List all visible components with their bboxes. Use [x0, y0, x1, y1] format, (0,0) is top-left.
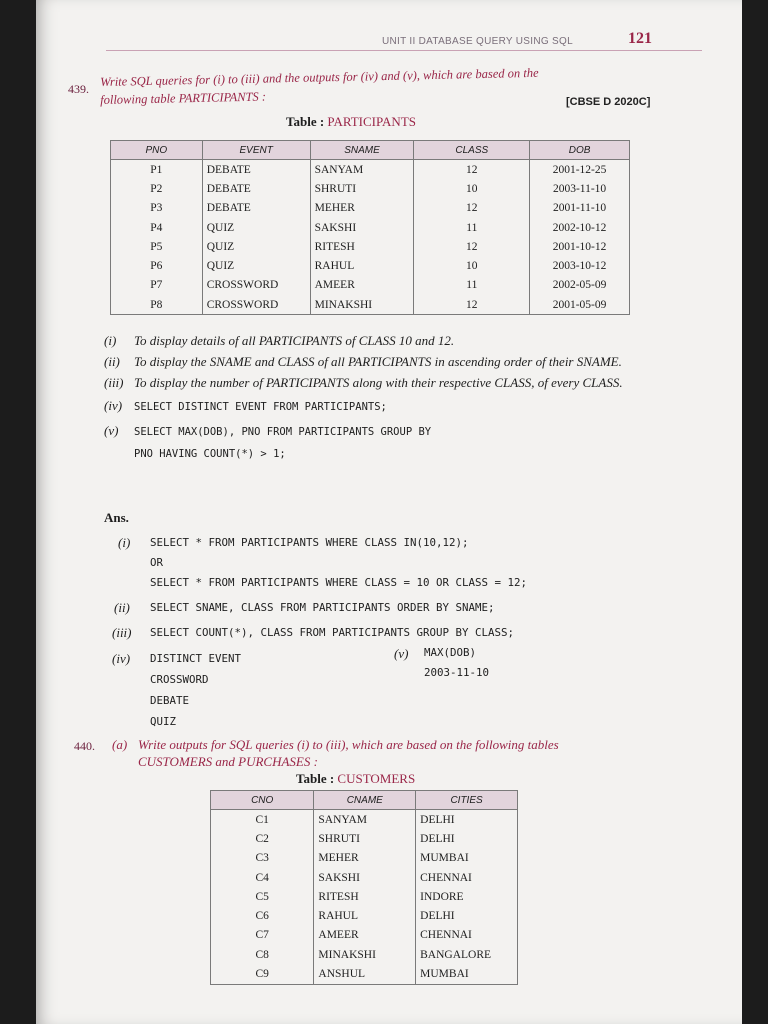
part-text: To display the number of PARTICIPANTS along with their respective CLASS, of every CLASS. — [134, 375, 623, 390]
table-row — [211, 887, 518, 906]
question-439-text-line1: Write SQL queries for (i) to (iii) and the outputs for (iv) and (v), which are based on the — [100, 65, 539, 89]
table-row — [211, 964, 518, 984]
caption-table-name: CUSTOMERS — [337, 771, 416, 786]
question-source: [CBSE D 2020C] — [566, 96, 651, 108]
part-number: (iv) — [104, 398, 123, 413]
answer-iv-value: CROSSWORD — [150, 673, 209, 686]
table-row — [111, 160, 630, 180]
dob-cell: 2003-11-10 — [530, 179, 630, 198]
dob-cell: 2002-10-12 — [530, 218, 630, 237]
answer-i-or: OR — [150, 556, 164, 569]
class-cell: 11 — [414, 276, 530, 295]
pno-cell: P3 — [111, 199, 203, 218]
table-row — [111, 179, 630, 198]
part-v — [104, 422, 704, 467]
pno-cell: P7 — [111, 276, 203, 295]
part-ii — [104, 353, 704, 370]
part-i — [104, 332, 704, 349]
table-row — [211, 945, 518, 964]
question-440-text-line2: CUSTOMERS and PURCHASES : — [138, 754, 318, 769]
cname-cell: SAKSHI — [314, 868, 416, 887]
event-cell: CROSSWORD — [202, 295, 310, 315]
dob-cell: 2001-11-10 — [530, 199, 630, 218]
customers-header-row — [211, 791, 518, 810]
answer-i-line2: SELECT * FROM PARTICIPANTS WHERE CLASS = 10 OR CLASS = 12; — [150, 576, 528, 589]
customers-caption — [296, 771, 415, 787]
answer-iv-number: (iv) — [112, 651, 131, 666]
cname-cell: ANSHUL — [314, 964, 416, 984]
city-cell: DELHI — [416, 906, 518, 925]
header-divider — [106, 50, 702, 51]
pno-cell: P4 — [111, 218, 203, 237]
table-row — [211, 926, 518, 945]
event-cell: QUIZ — [202, 256, 310, 275]
sname-cell: SHRUTI — [310, 179, 414, 198]
part-text: To display details of all PARTICIPANTS of CLASS 10 and 12. — [134, 333, 455, 348]
table-row — [111, 218, 630, 237]
col-cname: CNAME — [314, 791, 416, 810]
part-sql-continued: PNO HAVING COUNT(*) > 1; — [134, 448, 286, 460]
part-number: (ii) — [104, 354, 120, 369]
event-cell: QUIZ — [202, 218, 310, 237]
dob-cell: 2001-10-12 — [530, 237, 630, 256]
sname-cell: MINAKSHI — [310, 295, 414, 315]
table-row — [111, 295, 630, 315]
event-cell: QUIZ — [202, 237, 310, 256]
sname-cell: RAHUL — [310, 256, 414, 275]
question-439-text-line2: following table PARTICIPANTS : — [100, 89, 267, 107]
city-cell: MUMBAI — [416, 964, 518, 984]
answer-label: Ans. — [104, 510, 129, 525]
dob-cell: 2001-12-25 — [530, 160, 630, 180]
col-sname: SNAME — [310, 141, 414, 160]
class-cell: 10 — [414, 179, 530, 198]
event-cell: DEBATE — [202, 160, 310, 180]
answer-i-line1: SELECT * FROM PARTICIPANTS WHERE CLASS IN(10,12); — [150, 536, 469, 549]
sname-cell: SANYAM — [310, 160, 414, 180]
book-page — [36, 0, 742, 1024]
table-row — [111, 199, 630, 218]
cno-cell: C4 — [211, 868, 314, 887]
caption-table-name: PARTICIPANTS — [327, 114, 416, 129]
cname-cell: SANYAM — [314, 810, 416, 830]
table-row — [211, 868, 518, 887]
class-cell: 12 — [414, 295, 530, 315]
participants-caption — [286, 114, 416, 130]
cno-cell: C6 — [211, 906, 314, 925]
col-dob: DOB — [530, 141, 630, 160]
page-number: 121 — [628, 30, 652, 47]
part-number: (v) — [104, 423, 119, 438]
answer-iii-number: (iii) — [112, 625, 132, 640]
city-cell: BANGALORE — [416, 945, 518, 964]
part-number: (iii) — [104, 375, 124, 390]
answer-iv-value: DEBATE — [150, 694, 190, 707]
col-pno: PNO — [111, 141, 203, 160]
cno-cell: C3 — [211, 849, 314, 868]
cno-cell: C5 — [211, 887, 314, 906]
question-440-part: (a) — [112, 737, 128, 752]
cno-cell: C9 — [211, 964, 314, 984]
sname-cell: RITESH — [310, 237, 414, 256]
cname-cell: MINAKSHI — [314, 945, 416, 964]
answer-iv-header: DISTINCT EVENT — [150, 652, 242, 665]
question-440-text-line1: Write outputs for SQL queries (i) to (iii), which are based on the following tables — [138, 737, 559, 752]
class-cell: 11 — [414, 218, 530, 237]
col-event: EVENT — [202, 141, 310, 160]
question-440-number: 440. — [74, 739, 95, 753]
part-number: (i) — [104, 333, 117, 348]
dob-cell: 2002-05-09 — [530, 276, 630, 295]
cno-cell: C7 — [211, 926, 314, 945]
table-row — [111, 276, 630, 295]
class-cell: 12 — [414, 160, 530, 180]
sname-cell: MEHER — [310, 199, 414, 218]
col-cities: CITIES — [416, 791, 518, 810]
city-cell: INDORE — [416, 887, 518, 906]
caption-label: Table : — [296, 771, 335, 786]
table-row — [211, 906, 518, 925]
answer-v-value: 2003-11-10 — [424, 666, 490, 679]
col-class: CLASS — [414, 141, 530, 160]
cname-cell: AMEER — [314, 926, 416, 945]
part-text: To display the SNAME and CLASS of all PARTICIPANTS in ascending order of their SNAME. — [134, 354, 622, 369]
part-iv — [104, 397, 704, 416]
city-cell: CHENNAI — [416, 926, 518, 945]
col-cno: CNO — [211, 791, 314, 810]
event-cell: DEBATE — [202, 199, 310, 218]
answer-ii-number: (ii) — [114, 600, 130, 615]
participants-header-row — [111, 141, 630, 160]
pno-cell: P1 — [111, 160, 203, 180]
part-sql: SELECT MAX(DOB), PNO FROM PARTICIPANTS GROUP BY — [134, 426, 432, 438]
pno-cell: P6 — [111, 256, 203, 275]
event-cell: CROSSWORD — [202, 276, 310, 295]
question-439-number: 439. — [68, 82, 89, 96]
dob-cell: 2003-10-12 — [530, 256, 630, 275]
answer-v-header: MAX(DOB) — [424, 646, 477, 659]
class-cell: 10 — [414, 256, 530, 275]
dob-cell: 2001-05-09 — [530, 295, 630, 315]
answer-i-number: (i) — [118, 535, 131, 550]
cname-cell: SHRUTI — [314, 829, 416, 848]
city-cell: MUMBAI — [416, 849, 518, 868]
cname-cell: MEHER — [314, 849, 416, 868]
running-header: UNIT II DATABASE QUERY USING SQL — [382, 36, 573, 47]
cname-cell: RAHUL — [314, 906, 416, 925]
caption-label: Table : — [286, 114, 325, 129]
city-cell: DELHI — [416, 829, 518, 848]
participants-table — [110, 140, 630, 315]
customers-table — [210, 790, 518, 985]
class-cell: 12 — [414, 199, 530, 218]
class-cell: 12 — [414, 237, 530, 256]
event-cell: DEBATE — [202, 179, 310, 198]
part-iii — [104, 374, 704, 391]
table-row — [211, 810, 518, 830]
cname-cell: RITESH — [314, 887, 416, 906]
cno-cell: C8 — [211, 945, 314, 964]
pno-cell: P2 — [111, 179, 203, 198]
table-row — [211, 849, 518, 868]
answer-ii-line: SELECT SNAME, CLASS FROM PARTICIPANTS ORDER BY SNAME; — [150, 601, 495, 614]
sname-cell: SAKSHI — [310, 218, 414, 237]
city-cell: DELHI — [416, 810, 518, 830]
table-row — [111, 256, 630, 275]
pno-cell: P8 — [111, 295, 203, 315]
answer-iii-line: SELECT COUNT(*), CLASS FROM PARTICIPANTS GROUP BY CLASS; — [150, 626, 515, 639]
city-cell: CHENNAI — [416, 868, 518, 887]
table-row — [211, 829, 518, 848]
table-row — [111, 237, 630, 256]
part-sql: SELECT DISTINCT EVENT FROM PARTICIPANTS; — [134, 401, 387, 413]
answer-iv-value: QUIZ — [150, 715, 177, 728]
answer-v-number: (v) — [394, 646, 409, 661]
question-parts — [104, 332, 704, 471]
sname-cell: AMEER — [310, 276, 414, 295]
pno-cell: P5 — [111, 237, 203, 256]
cno-cell: C1 — [211, 810, 314, 830]
cno-cell: C2 — [211, 829, 314, 848]
